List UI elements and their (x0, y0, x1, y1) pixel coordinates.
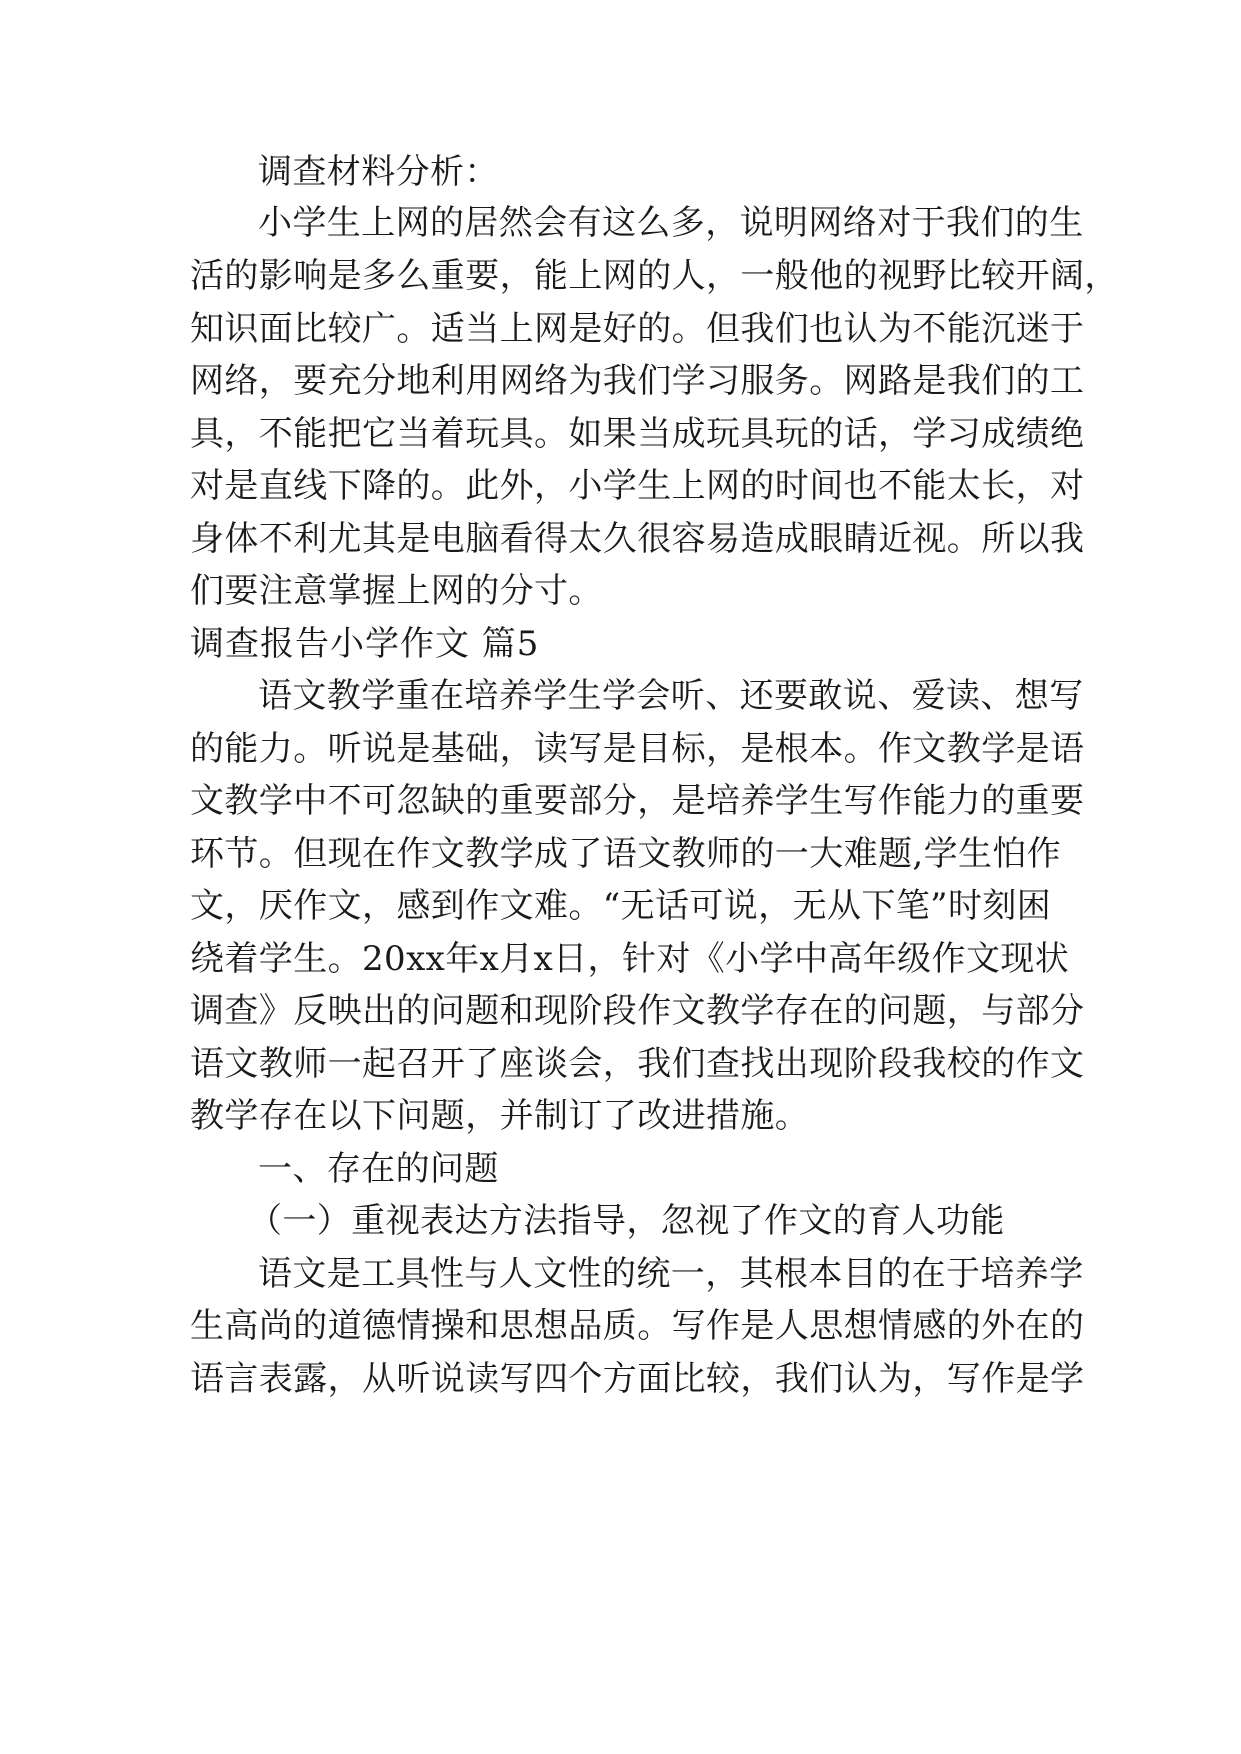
text-line: 知识面比较广。适当上网是好的。但我们也认为不能沉迷于 (190, 309, 1085, 349)
paragraph-heading-survey-analysis: 调查材料分析： (258, 152, 499, 192)
text-line: 语言表露，从听说读写四个方面比较，我们认为，写作是学 (190, 1359, 1085, 1399)
text-line: 语文是工具性与人文性的统一，其根本目的在于培养学 (258, 1254, 1084, 1294)
text-line: 具，不能把它当着玩具。如果当成玩具玩的话，学习成绩绝 (190, 414, 1085, 454)
text-line: 环节。但现在作文教学成了语文教师的一大难题,学生怕作 (190, 834, 1062, 874)
text-line: 调查》反映出的问题和现阶段作文教学存在的问题，与部分 (190, 991, 1085, 1031)
text-line: 语文教学重在培养学生学会听、还要敢说、爱读、想写 (258, 676, 1084, 716)
text-line: 小学生上网的居然会有这么多，说明网络对于我们的生 (258, 203, 1084, 243)
text-line: 教学存在以下问题，并制订了改进措施。 (190, 1096, 810, 1136)
text-line: 对是直线下降的。此外，小学生上网的时间也不能太长，对 (190, 466, 1085, 506)
subheading-problems: 一、存在的问题 (258, 1149, 499, 1189)
text-line: 绕着学生。20xx年x月x日，针对《小学中高年级作文现状 (190, 939, 1070, 979)
text-line: 活的影响是多么重要，能上网的人，一般他的视野比较开阔， (190, 256, 1119, 296)
section-title: 调查报告小学作文 篇5 (190, 624, 540, 664)
text-line: 语文教师一起召开了座谈会，我们查找出现阶段我校的作文 (190, 1044, 1085, 1084)
text-line: 文教学中不可忽缺的重要部分，是培养学生写作能力的重要 (190, 781, 1085, 821)
text-line: 的能力。听说是基础，读写是目标，是根本。作文教学是语 (190, 729, 1085, 769)
text-line: 身体不利尤其是电脑看得太久很容易造成眼睛近视。所以我 (190, 519, 1085, 559)
text-line: 们要注意掌握上网的分寸。 (190, 571, 603, 611)
text-line: 文，厌作文，感到作文难。“无话可说，无从下笔”时刻困 (190, 886, 1052, 926)
text-line: 网络，要充分地利用网络为我们学习服务。网路是我们的工 (190, 361, 1085, 401)
text-line: 生高尚的道德情操和思想品质。写作是人思想情感的外在的 (190, 1306, 1085, 1346)
subheading-item-1: （一）重视表达方法指导，忽视了作文的育人功能 (248, 1201, 1005, 1241)
